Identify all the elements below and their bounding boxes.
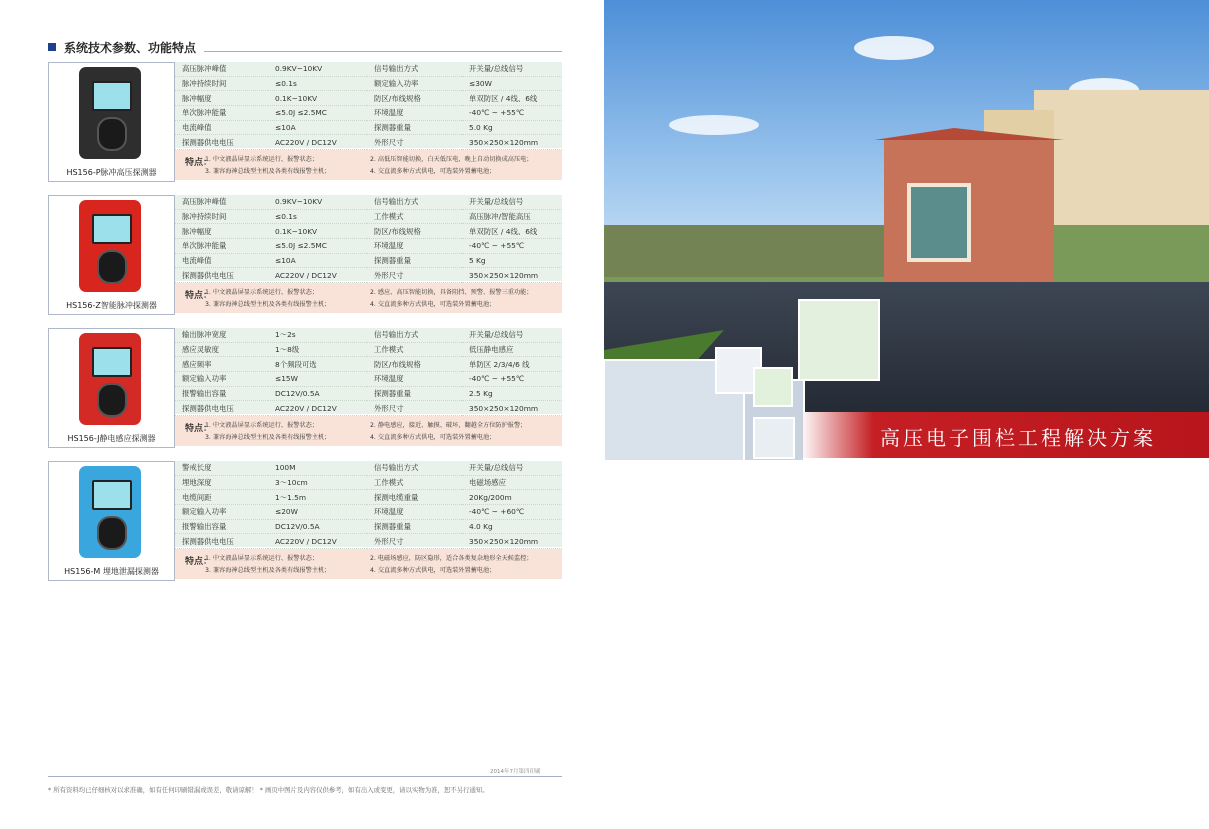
feature-item: 1. 中文液晶屏显示系统运行、报警状态；	[205, 422, 319, 429]
spec-label: 电流峰值	[175, 253, 268, 268]
feature-label: 特点：	[185, 158, 213, 168]
spec-value: 1～8级	[268, 342, 367, 357]
spec-value: -40℃ ~ +55℃	[462, 239, 562, 254]
product-photo	[48, 62, 175, 182]
villa-building	[1034, 90, 1209, 230]
product-photo	[48, 328, 175, 448]
spec-row	[175, 106, 562, 121]
spec-label: 脉冲持续时间	[175, 209, 268, 224]
section-rule	[204, 51, 562, 52]
spec-table	[175, 328, 562, 414]
spec-row	[175, 475, 562, 490]
spec-label: 外形尺寸	[367, 135, 462, 150]
spec-row	[175, 76, 562, 91]
product-block	[48, 328, 562, 448]
detector-device-icon	[79, 466, 141, 558]
lcd-screen-icon	[92, 480, 132, 510]
spec-value: ≤5.0J ≤2.5MC	[268, 239, 367, 254]
spec-value: 电磁场感应	[462, 475, 562, 490]
detector-device-icon	[79, 200, 141, 292]
spec-value: 350×250×120mm	[462, 401, 562, 416]
spec-value: ≤10A	[268, 253, 367, 268]
feature-item: 2. 电磁场感应，防区隐形，适合各类复杂地形全天候监控；	[370, 555, 533, 562]
section-bullet-icon	[48, 43, 56, 51]
spec-value: AC220V / DC12V	[268, 268, 367, 283]
spec-label: 探测器重量	[367, 386, 462, 401]
spec-label: 报警输出容量	[175, 386, 268, 401]
spec-label: 额定输入功率	[175, 372, 268, 387]
spec-label: 脉冲持续时间	[175, 76, 268, 91]
spec-table	[175, 461, 562, 547]
feature-label: 特点：	[185, 424, 213, 434]
feature-item: 1. 中文液晶屏显示系统运行、报警状态；	[205, 289, 319, 296]
spec-label: 报警输出容量	[175, 519, 268, 534]
spec-value: 高压脉冲/智能高压	[462, 209, 562, 224]
lcd-screen-icon	[92, 81, 132, 111]
spec-value: ≤0.1s	[268, 209, 367, 224]
spec-row	[175, 534, 562, 549]
feature-box	[175, 416, 562, 446]
spec-value: 8个频段可选	[268, 357, 367, 372]
spec-value: 20Kg/200m	[462, 490, 562, 505]
spec-value: ≤20W	[268, 505, 367, 520]
spec-label: 探测器供电电压	[175, 534, 268, 549]
spec-row	[175, 342, 562, 357]
spec-label: 环境温度	[367, 372, 462, 387]
spec-value: -40℃ ~ +55℃	[462, 106, 562, 121]
footer-rule	[48, 776, 562, 777]
feature-item: 4. 交直流多种方式供电，可选装外置蓄电池；	[370, 301, 496, 308]
product-block	[48, 461, 562, 581]
feature-item: 4. 交直流多种方式供电，可选装外置蓄电池；	[370, 434, 496, 441]
spec-label: 感应频率	[175, 357, 268, 372]
keypad-icon	[97, 383, 127, 417]
spec-row	[175, 268, 562, 283]
spec-row	[175, 195, 562, 209]
feature-box	[175, 283, 562, 313]
spec-value: 3～10cm	[268, 475, 367, 490]
product-caption: HS156-P脉冲高压探测器	[66, 168, 157, 177]
spec-label: 探测器供电电压	[175, 401, 268, 416]
spec-value: 单双防区 / 4线、6线	[462, 91, 562, 106]
spec-value: DC12V/0.5A	[268, 519, 367, 534]
print-date: 2014年7月第四印刷	[490, 769, 541, 775]
product-caption: HS156-M 埋地泄漏探测器	[64, 567, 159, 576]
spec-label: 防区/布线规格	[367, 357, 462, 372]
spec-label: 高压脉冲峰值	[175, 62, 268, 76]
spec-label: 单次脉冲能量	[175, 106, 268, 121]
feature-item: 3. 兼容海神总线型主机及各类有线报警主机；	[205, 567, 331, 574]
spec-value: 5 Kg	[462, 253, 562, 268]
spec-label: 脉冲幅度	[175, 91, 268, 106]
product-block	[48, 62, 562, 182]
spec-label: 工作模式	[367, 342, 462, 357]
feature-item: 1. 中文液晶屏显示系统运行、报警状态；	[205, 555, 319, 562]
spec-value: ≤30W	[462, 76, 562, 91]
feature-item: 2. 感应、高压智能切换，具备阻挡、预警、报警三重功能；	[370, 289, 533, 296]
product-caption: HS156-Z智能脉冲探测器	[66, 301, 157, 310]
spec-value: ≤10A	[268, 120, 367, 135]
spec-label: 埋地深度	[175, 475, 268, 490]
spec-label: 外形尺寸	[367, 401, 462, 416]
spec-value: ≤5.0J ≤2.5MC	[268, 106, 367, 121]
spec-label: 环境温度	[367, 239, 462, 254]
section-header	[48, 39, 562, 57]
feature-item: 3. 兼容海神总线型主机及各类有线报警主机；	[205, 301, 331, 308]
spec-value: -40℃ ~ +60℃	[462, 505, 562, 520]
lcd-screen-icon	[92, 347, 132, 377]
spec-row	[175, 253, 562, 268]
spec-label: 工作模式	[367, 475, 462, 490]
spec-value: 350×250×120mm	[462, 135, 562, 150]
spec-value: 单双防区 / 4线、6线	[462, 224, 562, 239]
spec-label: 感应灵敏度	[175, 342, 268, 357]
product-photo	[48, 195, 175, 315]
spec-value: 低压静电感应	[462, 342, 562, 357]
keypad-icon	[97, 516, 127, 550]
lcd-screen-icon	[92, 214, 132, 244]
keypad-icon	[97, 250, 127, 284]
spec-row	[175, 505, 562, 520]
spec-row	[175, 386, 562, 401]
feature-item: 2. 静电感应，接近、触摸、破坏，翻越全方位防护报警；	[370, 422, 527, 429]
spec-value: 0.1K~10KV	[268, 91, 367, 106]
spec-value: 1～2s	[268, 328, 367, 342]
feature-item: 1. 中文液晶屏显示系统运行、报警状态；	[205, 156, 319, 163]
spec-row	[175, 209, 562, 224]
spec-value: 100M	[268, 461, 367, 475]
section-title: 系统技术参数、功能特点	[64, 41, 197, 55]
spec-row	[175, 239, 562, 254]
spec-label: 输出脉冲宽度	[175, 328, 268, 342]
spec-value: ≤0.1s	[268, 76, 367, 91]
banner-title: 高压电子围栏工程解决方案	[880, 426, 1156, 450]
spec-value: 0.9KV~10KV	[268, 62, 367, 76]
spec-label: 额定输入功率	[367, 76, 462, 91]
feature-box	[175, 549, 562, 579]
spec-value: 1～1.5m	[268, 490, 367, 505]
spec-label: 防区/布线规格	[367, 224, 462, 239]
spec-row	[175, 135, 562, 150]
spec-label: 探测器重量	[367, 519, 462, 534]
keypad-icon	[97, 117, 127, 151]
feature-box	[175, 150, 562, 180]
spec-value: AC220V / DC12V	[268, 135, 367, 150]
feature-item: 3. 兼容海神总线型主机及各类有线报警主机；	[205, 168, 331, 175]
feature-label: 特点：	[185, 291, 213, 301]
spec-value: 350×250×120mm	[462, 534, 562, 549]
spec-row	[175, 401, 562, 416]
spec-value: 单防区 2/3/4/6 线	[462, 357, 562, 372]
spec-row	[175, 372, 562, 387]
spec-label: 探测器重量	[367, 253, 462, 268]
spec-row	[175, 91, 562, 106]
spec-value: 4.0 Kg	[462, 519, 562, 534]
spec-label: 电缆间距	[175, 490, 268, 505]
spec-row	[175, 120, 562, 135]
spec-row	[175, 328, 562, 342]
hero-image	[604, 0, 1209, 460]
spec-row	[175, 490, 562, 505]
spec-row	[175, 224, 562, 239]
spec-row	[175, 519, 562, 534]
spec-label: 探测器供电电压	[175, 268, 268, 283]
spec-row	[175, 461, 562, 475]
spec-page	[0, 0, 604, 829]
spec-value: DC12V/0.5A	[268, 386, 367, 401]
spec-value: 开关量/总线信号	[462, 62, 562, 76]
spec-value: 开关量/总线信号	[462, 328, 562, 342]
feature-label: 特点：	[185, 557, 213, 567]
spec-label: 信号输出方式	[367, 62, 462, 76]
guard-house-window	[909, 185, 969, 260]
spec-label: 额定输入功率	[175, 505, 268, 520]
spec-label: 电流峰值	[175, 120, 268, 135]
spec-label: 信号输出方式	[367, 328, 462, 342]
spec-row	[175, 357, 562, 372]
spec-value: 开关量/总线信号	[462, 461, 562, 475]
spec-label: 防区/布线规格	[367, 91, 462, 106]
detector-device-icon	[79, 333, 141, 425]
product-caption: HS156-J静电感应探测器	[67, 434, 156, 443]
spec-label: 工作模式	[367, 209, 462, 224]
villa-gate-illustration	[604, 0, 1209, 460]
spec-value: -40℃ ~ +55℃	[462, 372, 562, 387]
spec-label: 探测电缆重量	[367, 490, 462, 505]
spec-label: 单次脉冲能量	[175, 239, 268, 254]
spec-label: 警戒长度	[175, 461, 268, 475]
spec-value: 350×250×120mm	[462, 268, 562, 283]
spec-value: AC220V / DC12V	[268, 534, 367, 549]
product-block	[48, 195, 562, 315]
spec-label: 环境温度	[367, 505, 462, 520]
spec-label: 探测器重量	[367, 120, 462, 135]
cloud	[669, 115, 759, 135]
cloud	[854, 36, 934, 60]
spec-table	[175, 62, 562, 148]
spec-table	[175, 195, 562, 281]
solution-banner	[800, 412, 1209, 458]
spec-label: 信号输出方式	[367, 461, 462, 475]
spec-value: ≤15W	[268, 372, 367, 387]
spec-label: 外形尺寸	[367, 534, 462, 549]
disclaimer-note: * 所有资料均已仔细核对以求准确，如有任何印刷错漏或误差，敬请谅解！ * 画页中图片及内容仅供参考，如有出入或变更，请以实物为准，恕不另行通知。	[48, 786, 489, 794]
detector-device-icon	[79, 67, 141, 159]
spec-value: 5.0 Kg	[462, 120, 562, 135]
spec-label: 信号输出方式	[367, 195, 462, 209]
spec-label: 环境温度	[367, 106, 462, 121]
spec-value: 0.9KV~10KV	[268, 195, 367, 209]
spec-value: 开关量/总线信号	[462, 195, 562, 209]
product-photo	[48, 461, 175, 581]
feature-item: 3. 兼容海神总线型主机及各类有线报警主机；	[205, 434, 331, 441]
feature-item: 4. 交直流多种方式供电，可选装外置蓄电池；	[370, 567, 496, 574]
feature-item: 4. 交直流多种方式供电，可选装外置蓄电池；	[370, 168, 496, 175]
spec-label: 外形尺寸	[367, 268, 462, 283]
spec-value: AC220V / DC12V	[268, 401, 367, 416]
feature-item: 2. 高低压智能切换，白天低压电，晚上自动切换成高压电；	[370, 156, 533, 163]
spec-label: 脉冲幅度	[175, 224, 268, 239]
spec-value: 0.1K~10KV	[268, 224, 367, 239]
spec-label: 高压脉冲峰值	[175, 195, 268, 209]
spec-value: 2.5 Kg	[462, 386, 562, 401]
spec-row	[175, 62, 562, 76]
spec-label: 探测器供电电压	[175, 135, 268, 150]
